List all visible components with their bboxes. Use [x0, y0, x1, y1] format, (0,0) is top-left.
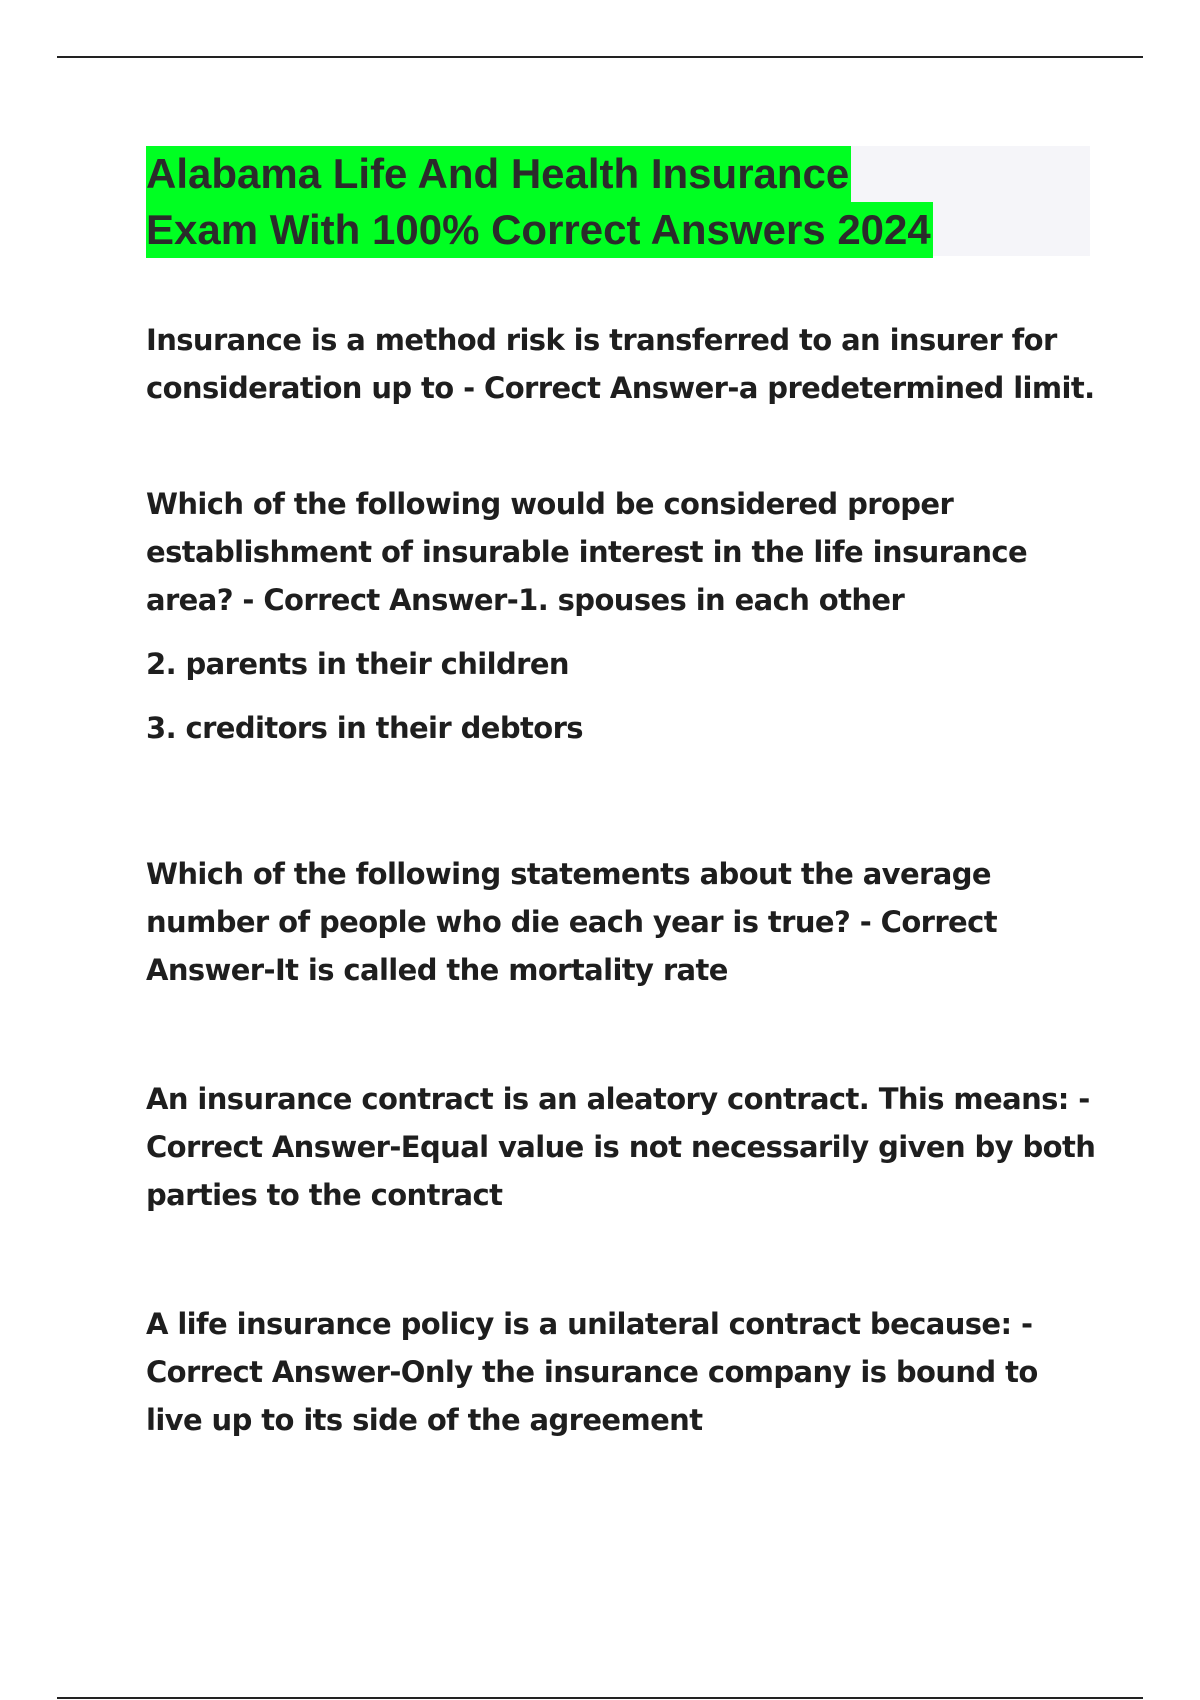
question-2	[146, 480, 1096, 752]
footer-rule	[57, 1697, 1143, 1699]
question-1-text: Insurance is a method risk is transferred to an insurer for consideration up to - Correct Answer-a predetermined limit.	[146, 323, 1095, 405]
title-line-2: Exam With 100% Correct Answers 2024	[146, 202, 933, 258]
header-rule	[57, 56, 1143, 58]
question-2-text: Which of the following would be considered proper establishment of insurable interest in the life insurance area? - Correct Answer-1. spouses in each other	[146, 487, 1028, 617]
title-line-1: Alabama Life And Health Insurance	[146, 146, 851, 202]
page-title	[146, 146, 1090, 258]
question-3-text: Which of the following statements about the average number of people who die each year is true? - Correct Answer-It is called the mortality rate	[146, 857, 997, 987]
question-4-text: An insurance contract is an aleatory contract. This means: - Correct Answer-Equal value is not necessarily given by both parties to the contract	[146, 1082, 1096, 1212]
title-block	[146, 146, 1090, 256]
question-5	[146, 1300, 1096, 1444]
question-4	[146, 1075, 1096, 1219]
question-2-answer-item-2: 2. parents in their children	[146, 647, 569, 681]
question-5-text: A life insurance policy is a unilateral contract because: - Correct Answer-Only the insurance company is bound to live up to its side of the agreement	[146, 1307, 1038, 1437]
question-3	[146, 850, 1096, 994]
question-2-answer-item-3: 3. creditors in their debtors	[146, 711, 583, 745]
question-1	[146, 316, 1096, 412]
